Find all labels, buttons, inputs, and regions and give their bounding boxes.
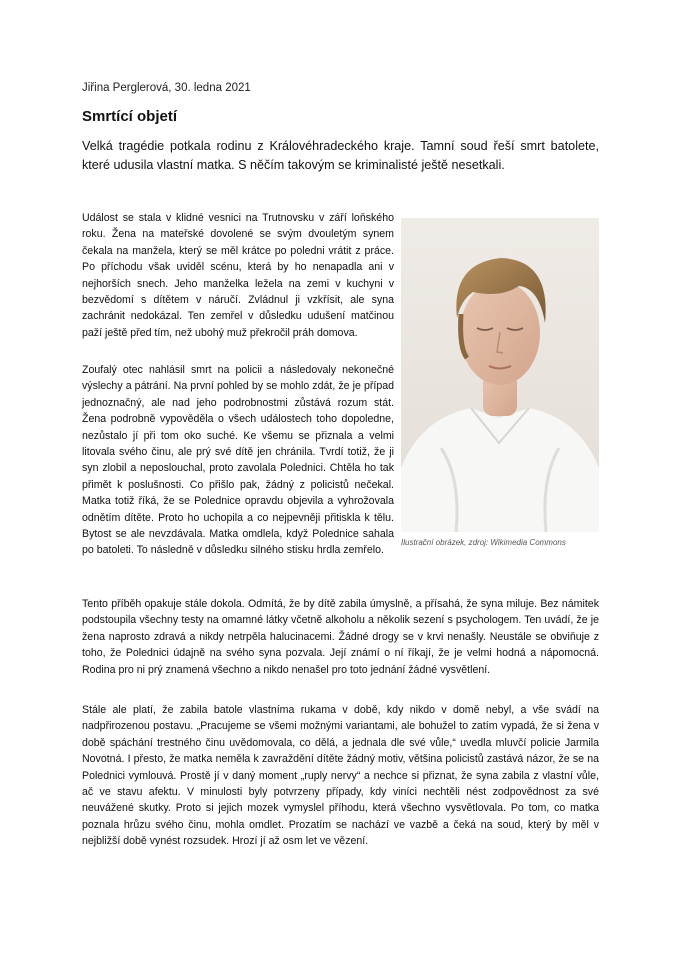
body-paragraph-3: Tento příběh opakuje stále dokola. Odmítá, že by dítě zabila úmyslně, a přísahá, že syna miluje. Bez námitek podstoupila všechny testy na omamné látky včetně alkoholu a několik sezení s psychologem. Ten uvádí, že je žena naprosto zdravá a nikdy netrpěla halucinacemi. Žádné drogy se v krvi nenašly. Neustále se obviňuje z toho, že Polednici údajně na svého syna pozvala. Její známí o ní říkají, že je velmi hodná a nápomocná. Rodina pro ni prý znamená všechno a nikdo nenašel pro toto jednání žádné vysvětlení. — [82, 598, 599, 676]
article-title: Smrtící objetí — [82, 108, 178, 125]
body-paragraph-2: Zoufalý otec nahlásil smrt na policii a následovaly nekonečné výslechy a pátrání. Na první pohled by se mohlo zdát, že je případ jednoznačný, ale nad jeho podrobnostmi zůstává rozum stát. Žena podrobně vypověděla o všech událostech toho dopoledne, nezůstalo jí při tom oko suché. Ke všemu se přiznala a velmi litovala svého činu, ale prý své dítě jen chránila. Tvrdí totiž, že ji syn zlobil a neposlouchal, proto zavolala Polednici. Chtěla ho tak přimět k poslušnosti. Co přišlo pak, žádný z policistů nečekal. Matka totiž říká, že se Polednice opravdu objevila a vyhrožovala odnětím dítěte. Proto ho uchopila a co nejpevněji přitiskla k tělu. Bytost se ale nevzdávala. Matka omdlela, když Polednice sahala po batoleti. To následně v důsledku silného stisku hrdla zemřelo. — [82, 364, 394, 557]
body-paragraph-4: Stále ale platí, že zabila batole vlastníma rukama v době, kdy nikdo v domě nebyl, a vše svádí na nadpřirozenou postavu. „Pracujeme se všemi možnými variantami, ale bohužel to zatím vypadá, že si žena v době spáchání trestného činu uvědomovala, co dělá, a jednala dle své vůle,“ uvedla mluvčí policie Jarmila Novotná. I přesto, že matka neměla k zavraždění dítěte žádný motiv, většina policistů zastává názor, že se na Polednici vymlouvá. Prostě jí v daný moment „ruply nervy“ a nechce si přiznat, že syna zabila z vlastní vůle, ač ve stavu afektu. V minulosti byly potvrzeny případy, kdy viníci nechtěli nést zodpovědnost za své neuvážené skutky. Proto si jejich mozek vymyslel příhodu, která všechno vysvětlovala. Po tom, co matka poznala hrůzu svého činu, mohla omdlet. Prozatím se nachází ve vazbě a čeká na soud, který by měl v nejbližší době vynést rozsudek. Hrozí jí až osm let ve vězení. — [82, 704, 599, 848]
portrait-image — [401, 218, 599, 532]
byline: Jiřina Perglerová, 30. ledna 2021 — [82, 82, 251, 94]
photo-caption: Ilustrační obrázek, zdroj: Wikimedia Commons — [401, 538, 566, 547]
illustration-photo — [401, 218, 599, 532]
body-paragraph-1: Událost se stala v klidné vesnici na Trutnovsku v září loňského roku. Žena na mateřské dovolené se svým dvouletým synem čekala na manžela, který se měl krátce po poledni vrátit z práce. Po příchodu však uviděl scénu, která by ho nenapadla ani v nejhorších snech. Jeho manželka ležela na zemi v kuchyni v bezvědomí s dítětem v náručí. Zvládnul ji vzkřísit, ale syna zachránit nedokázal. Ten zemřel v důsledku udušení matčinou paží ještě před tím, než ubohý muž překročil práh domova. — [82, 212, 394, 339]
lead-paragraph: Velká tragédie potkala rodinu z Královéhradeckého kraje. Tamní soud řeší smrt batolete, které udusila vlastní matka. S něčím takovým se kriminalisté ještě nesetkali. — [82, 139, 599, 172]
